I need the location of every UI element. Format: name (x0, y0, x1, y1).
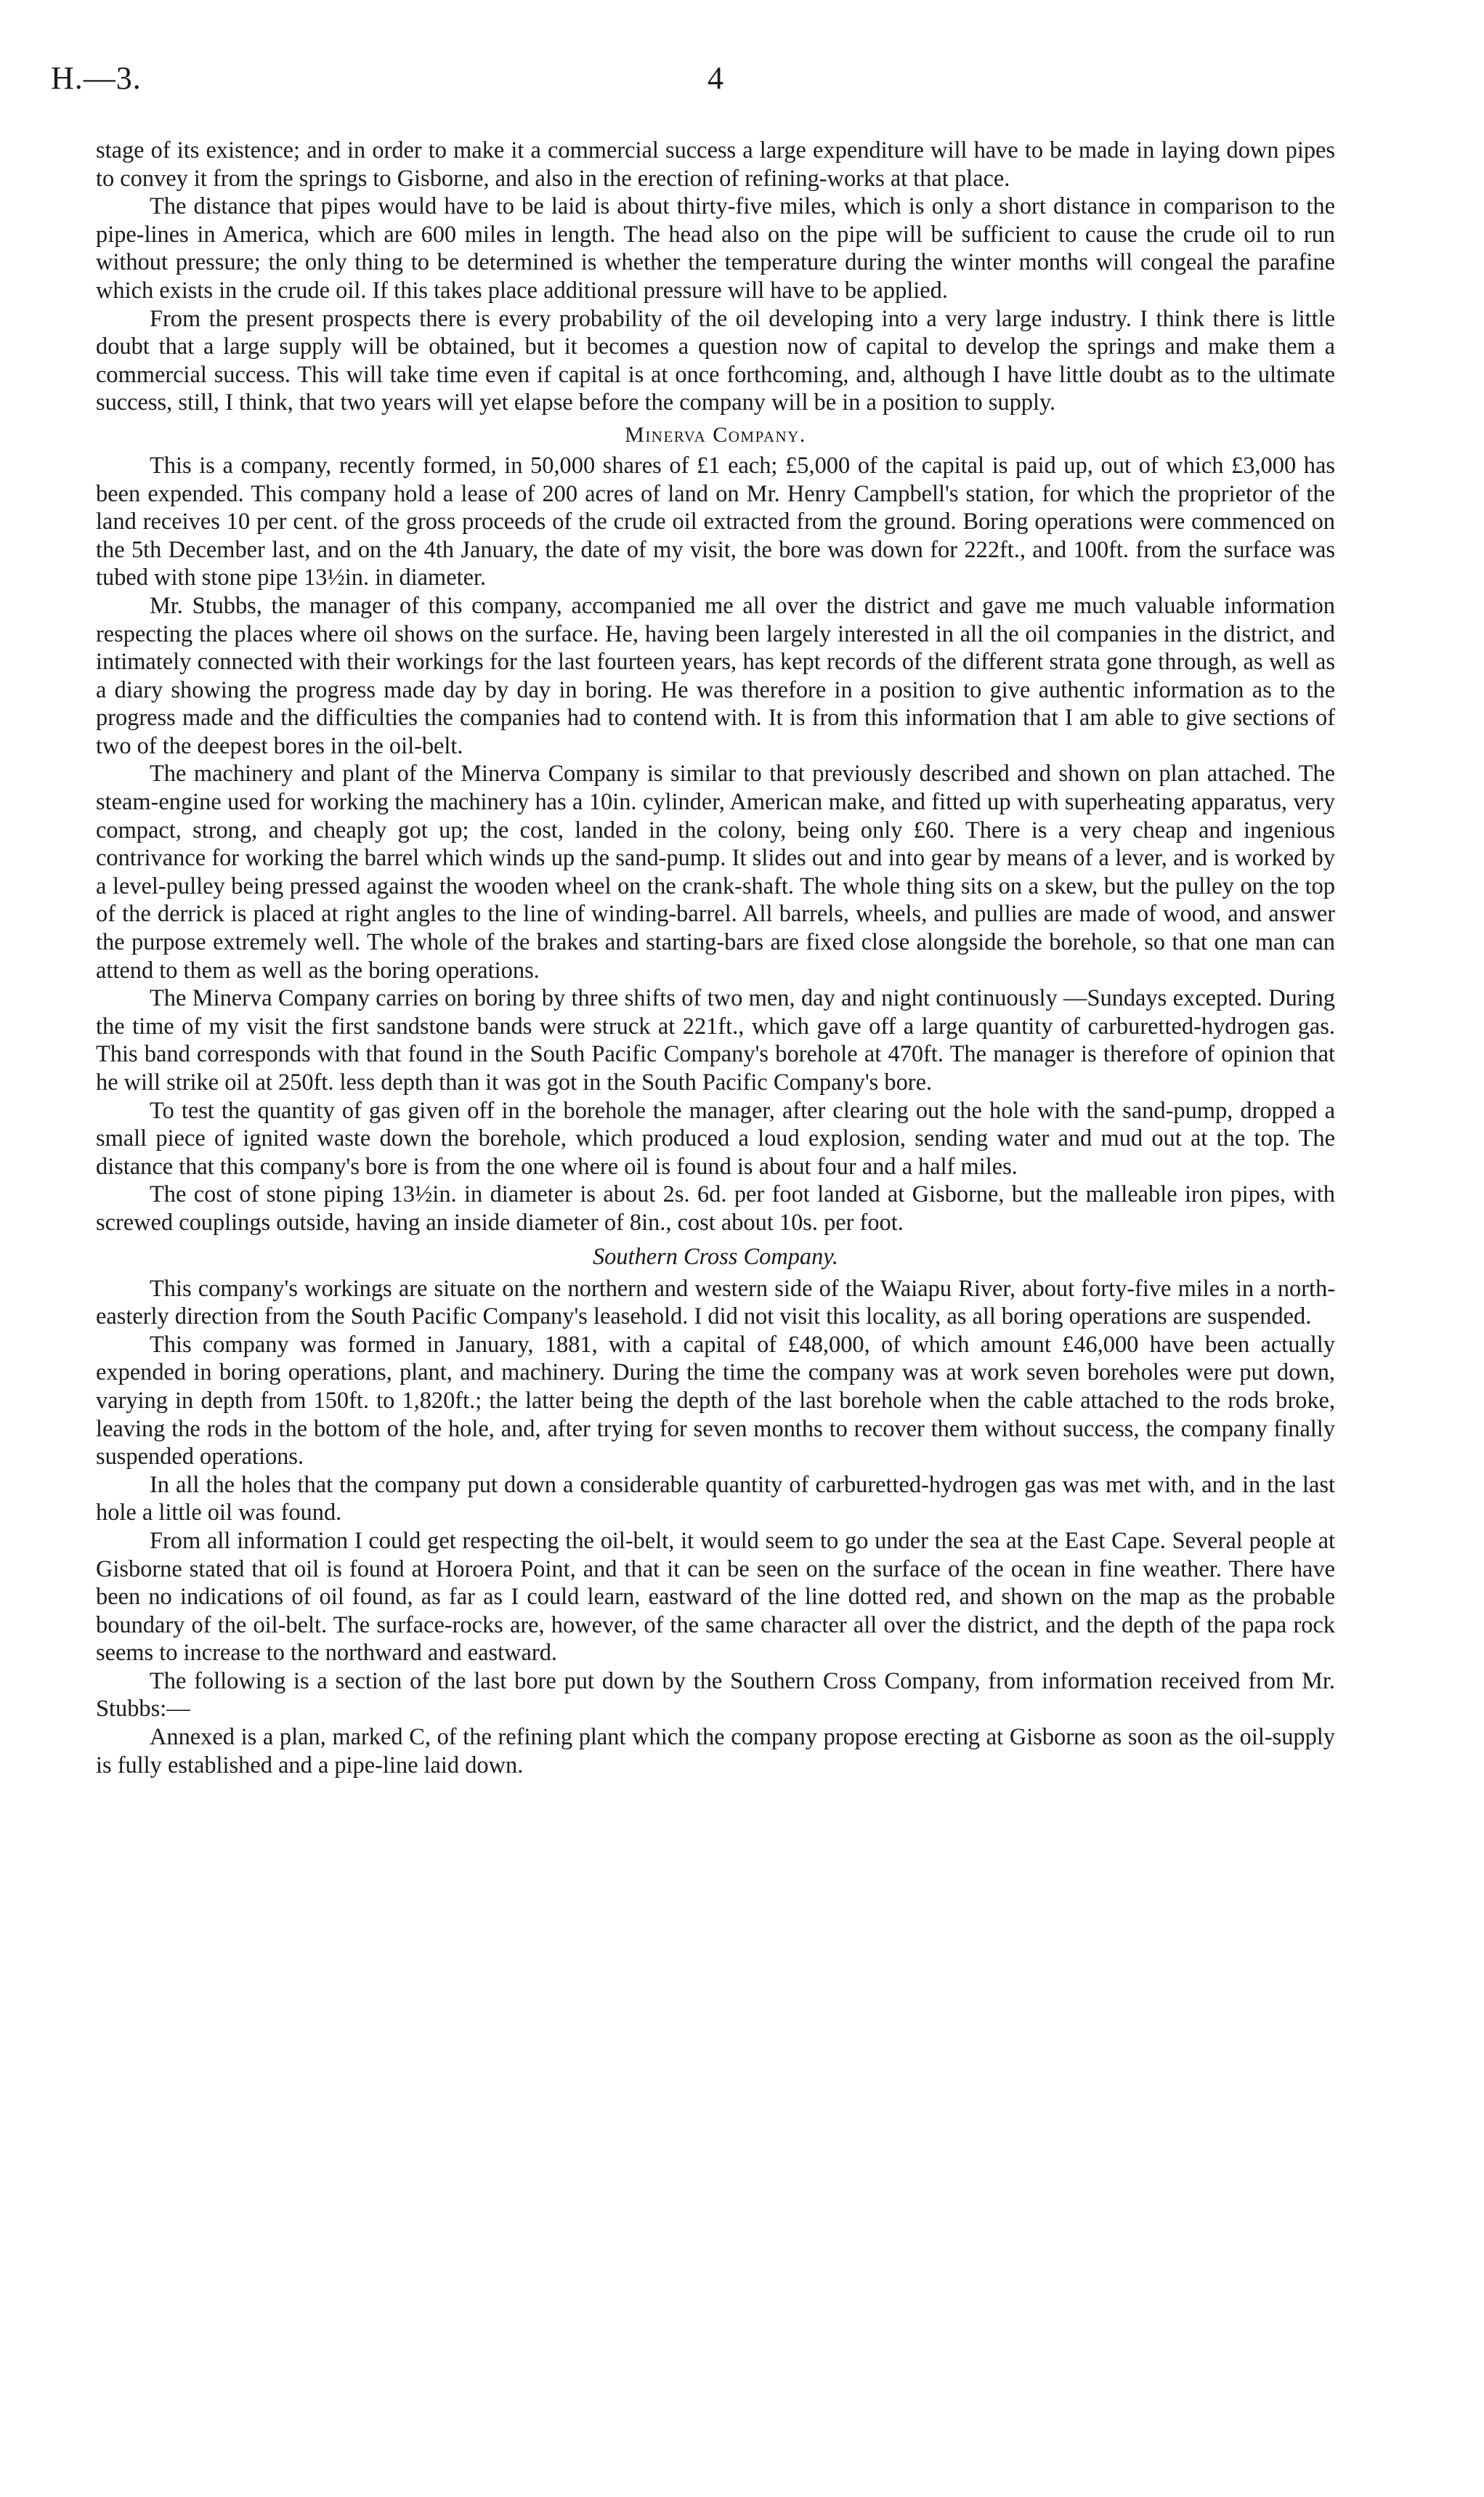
paragraph: The following is a section of the last bore put down by the Southern Cross Company, from information received from Mr. Stubbs:— (96, 1667, 1335, 1723)
document-body (96, 137, 1335, 1779)
paragraph: The machinery and plant of the Minerva Company is similar to that previously described and shown on plan attached. The steam-engine used for working the machinery has a 10in. cylinder, American make, and fitted up with superheating apparatus, very compact, strong, and cheaply got up; the cost, landed in the colony, being only £60. There is a very cheap and ingenious contrivance for working the barrel which winds up the sand-pump. It slides out and into gear by means of a lever, and is worked by a level-pulley being pressed against the wooden wheel on the crank-shaft. The whole thing sits on a skew, but the pulley on the top of the derrick is placed at right angles to the line of winding-barrel. All barrels, wheels, and pullies are made of wood, and answer the purpose extremely well. The whole of the brakes and starting-bars are fixed close alongside the borehole, so that one man can attend to them as well as the boring operations. (96, 761, 1335, 984)
paragraph: Annexed is a plan, marked C, of the refining plant which the company propose erecting at Gisborne as soon as the oil-supply is fully established and a pipe-line laid down. (96, 1724, 1335, 1778)
paragraph: Mr. Stubbs, the manager of this company, accompanied me all over the district and gave me much valuable information respecting the places where oil shows on the surface. He, having been largely interested in all the oil companies in the district, and intimately connected with their workings for the last fourteen years, has kept records of the different strata gone through, as well as a diary showing the progress made day by day in boring. He was therefore in a position to give authentic information as to the progress made and the difficulties the companies had to contend with. It is from this information that I am able to give sections of two of the deepest bores in the oil-belt. (96, 592, 1335, 759)
paragraph: The distance that pipes would have to be laid is about thirty-five miles, which is only a short distance in comparison to the pipe-lines in America, which are 600 miles in length. The head also on the pipe will be sufficient to cause the crude oil to run without pressure; the only thing to be determined is whether the temperature during the winter months will congeal the parafine which exists in the crude oil. If this takes place additional pressure will have to be applied. (96, 193, 1335, 304)
paragraph: This company was formed in January, 1881, with a capital of £48,000, of which amount £46,000 have been actually expended in boring operations, plant, and machinery. During the time the company was at work seven boreholes were put down, varying in depth from 150ft. to 1,820ft.; the latter being the depth of the last borehole when the cable attached to the rods broke, leaving the rods in the bottom of the hole, and, after trying for seven months to recover them without success, the company finally suspended operations. (96, 1331, 1335, 1470)
section-heading-southern-cross: Southern Cross Company. (592, 1243, 839, 1270)
paragraph: The Minerva Company carries on boring by three shifts of two men, day and night continuously —Sundays excepted. During the time of my visit the first sandstone bands were struck at 221ft., which gave off a large quantity of carburetted-hydrogen gas. This band corresponds with that found in the South Pacific Company's borehole at 470ft. The manager is therefore of opinion that he will strike oil at 250ft. less depth than it was got in the South Pacific Company's bore. (96, 985, 1335, 1096)
page-number: 4 (707, 60, 723, 96)
page-header (51, 60, 1426, 103)
section-heading-minerva: Minerva Company. (625, 422, 806, 447)
paragraph: This is a company, recently formed, in 50,000 shares of £1 each; £5,000 of the capital is paid up, out of which £3,000 has been expended. This company hold a lease of 200 acres of land on Mr. Henry Campbell's station, for which the proprietor of the land receives 10 per cent. of the gross proceeds of the crude oil extracted from the ground. Boring operations were commenced on the 5th December last, and on the 4th January, the date of my visit, the bore was down for 222ft., and 100ft. from the surface was tubed with stone pipe 13½in. in diameter. (96, 452, 1335, 591)
paragraph: To test the quantity of gas given off in the borehole the manager, after clearing out the hole with the sand-pump, dropped a small piece of ignited waste down the borehole, which produced a loud explosion, sending water and mud out at the top. The distance that this company's bore is from the one where oil is found is about four and a half miles. (96, 1097, 1335, 1180)
paragraph: The cost of stone piping 13½in. in diameter is about 2s. 6d. per foot landed at Gisborne, but the malleable iron pipes, with screwed couplings outside, having an inside diameter of 8in., cost about 10s. per foot. (96, 1181, 1335, 1236)
paragraph: From the present prospects there is every probability of the oil developing into a very large industry. I think there is little doubt that a large supply will be obtained, but it becomes a question now of capital to develop the springs and make them a commercial success. This will take time even if capital is at once forthcoming, and, although I have little doubt as to the ultimate success, still, I think, that two years will yet elapse before the company will be in a position to supply. (96, 305, 1335, 416)
document-reference: H.—3. (51, 60, 142, 96)
paragraph: In all the holes that the company put down a considerable quantity of carburetted-hydrogen gas was met with, and in the last hole a little oil was found. (96, 1471, 1335, 1526)
paragraph: From all information I could get respecting the oil-belt, it would seem to go under the sea at the East Cape. Several people at Gisborne stated that oil is found at Horoera Point, and that it can be seen on the surface of the ocean in fine weather. There have been no indications of oil found, as far as I could learn, eastward of the line dotted red, and shown on the map as the probable boundary of the oil-belt. The surface-rocks are, however, of the same character all over the district, and the depth of the papa rock seems to increase to the northward and eastward. (96, 1527, 1335, 1667)
paragraph: stage of its existence; and in order to make it a commercial success a large expenditure will have to be made in laying down pipes to convey it from the springs to Gisborne, and also in the erection of refining-works at that place. (96, 137, 1335, 192)
paragraph: This company's workings are situate on the northern and western side of the Waiapu River, about forty-five miles in a north-easterly direction from the South Pacific Company's leasehold. I did not visit this locality, as all boring operations are suspended. (96, 1275, 1335, 1330)
